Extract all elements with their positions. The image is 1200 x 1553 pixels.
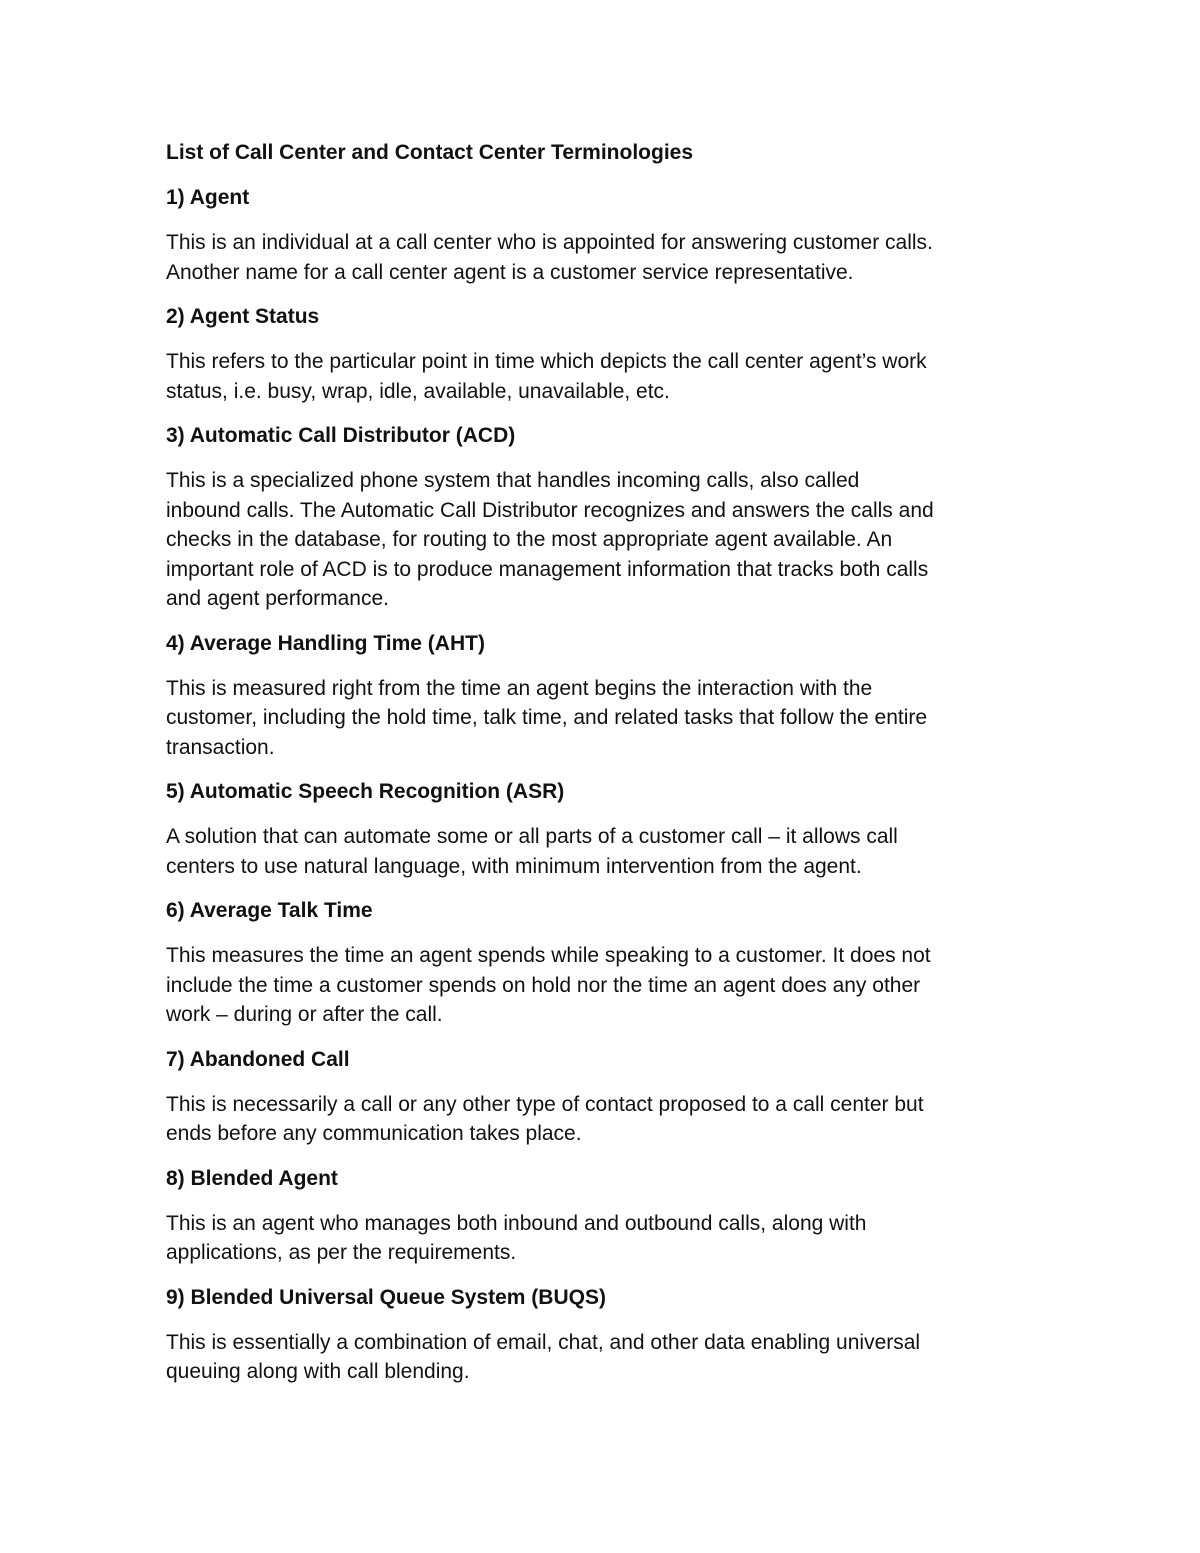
term-asr (166, 777, 1046, 881)
term-definition: A solution that can automate some or all parts of a customer call – it allows call centers to use natural language, with minimum intervention from the agent. (166, 825, 898, 878)
term-abandoned-call (166, 1045, 1046, 1149)
term-definition: This is an individual at a call center who is appointed for answering customer calls. Another name for a call center agent is a customer service representative. (166, 231, 933, 284)
term-heading: 9) Blended Universal Queue System (BUQS) (166, 1285, 606, 1309)
term-heading: 6) Average Talk Time (166, 899, 373, 922)
term-agent-status (166, 302, 1046, 406)
term-heading: 8) Blended Agent (166, 1166, 338, 1190)
term-definition: This is an agent who manages both inbound and outbound calls, along with applications, as per the requirements. (166, 1211, 867, 1264)
term-buqs (166, 1283, 1046, 1387)
term-heading: 5) Automatic Speech Recognition (ASR) (166, 780, 565, 803)
term-definition: This measures the time an agent spends while speaking to a customer. It does not include the time a customer spends on hold nor the time an agent does any other work – during or after the call. (166, 944, 931, 1026)
term-definition: This is essentially a combination of email, chat, and other data enabling universal queuing along with call blending. (166, 1330, 921, 1383)
term-heading: 7) Abandoned Call (166, 1047, 350, 1071)
document-content (166, 138, 1046, 1402)
term-agent (166, 183, 1046, 287)
term-definition: This refers to the particular point in time which depicts the call center agent’s work status, i.e. busy, wrap, idle, available, unavailable, etc. (166, 350, 927, 403)
term-blended-agent (166, 1164, 1046, 1268)
term-heading: 2) Agent Status (166, 305, 320, 328)
term-heading: 4) Average Handling Time (AHT) (166, 631, 485, 655)
term-heading: 1) Agent (166, 186, 250, 209)
term-acd (166, 421, 1046, 614)
term-definition: This is a specialized phone system that handles incoming calls, also called inbound calls. The Automatic Call Distributor recognizes and answers the calls and checks in the database, for routing to the most appropriate agent available. An important role of ACD is to produce management information that tracks both calls and agent performance. (166, 469, 934, 610)
term-definition: This is necessarily a call or any other type of contact proposed to a call center but ends before any communication takes place. (166, 1092, 924, 1145)
document-title: List of Call Center and Contact Center Terminologies (166, 141, 694, 164)
term-definition: This is measured right from the time an agent begins the interaction with the customer, including the hold time, talk time, and related tasks that follow the entire transaction. (166, 676, 928, 759)
term-aht (166, 629, 1046, 763)
term-average-talk-time (166, 896, 1046, 1030)
term-heading: 3) Automatic Call Distributor (ACD) (166, 424, 516, 447)
